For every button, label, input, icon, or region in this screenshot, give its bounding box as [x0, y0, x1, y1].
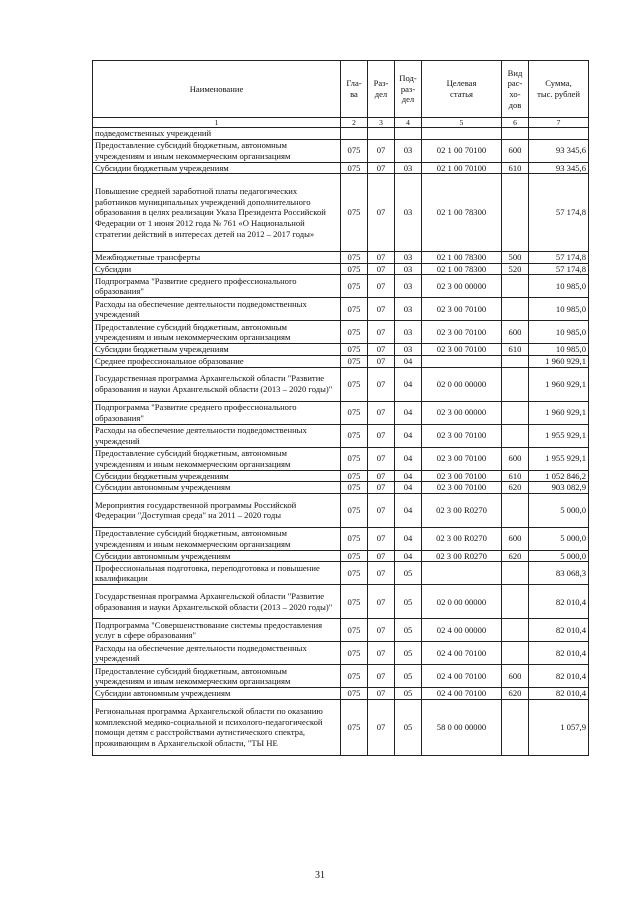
- table-row: [93, 619, 589, 642]
- row-glava: 075: [341, 321, 368, 344]
- row-razdel: 07: [368, 642, 395, 665]
- row-razdel: 07: [368, 367, 395, 401]
- row-name: Региональная программа Архангельской области по оказанию комплексной медико-социальной и психолого-педагогической помощи детям с расстройствами аутистического спектра, проживающим в Архангельской области, "ТЫ НЕ: [93, 699, 341, 755]
- row-razdel: 07: [368, 252, 395, 264]
- table-row: [93, 174, 589, 252]
- row-podrazdel: 05: [395, 642, 422, 665]
- row-amount: 5 000,0: [529, 493, 589, 527]
- row-target-article: 02 4 00 70100: [422, 665, 502, 688]
- table-row: [93, 447, 589, 470]
- table-row: [93, 550, 589, 562]
- row-expense-type: 620: [502, 688, 529, 700]
- row-amount: 5 000,0: [529, 550, 589, 562]
- row-podrazdel: 05: [395, 665, 422, 688]
- row-podrazdel: 03: [395, 344, 422, 356]
- row-target-article: [422, 562, 502, 585]
- row-name: Субсидии бюджетным учреждениям: [93, 344, 341, 356]
- page-number: 31: [315, 870, 325, 881]
- row-podrazdel: 03: [395, 275, 422, 298]
- table-row: [93, 527, 589, 550]
- row-target-article: 02 3 00 70100: [422, 424, 502, 447]
- row-glava: 075: [341, 493, 368, 527]
- row-amount: 1 960 929,1: [529, 401, 589, 424]
- row-expense-type: [502, 298, 529, 321]
- row-expense-type: [502, 619, 529, 642]
- row-expense-type: [502, 128, 529, 140]
- row-razdel: 07: [368, 174, 395, 252]
- row-target-article: 02 0 00 00000: [422, 367, 502, 401]
- row-expense-type: 620: [502, 550, 529, 562]
- row-target-article: 02 3 00 R0270: [422, 550, 502, 562]
- row-name: Расходы на обеспечение деятельности подведомственных учреждений: [93, 298, 341, 321]
- row-target-article: 02 3 00 70100: [422, 447, 502, 470]
- row-expense-type: 600: [502, 447, 529, 470]
- row-amount: 82 010,4: [529, 642, 589, 665]
- row-target-article: 02 1 00 78300: [422, 174, 502, 252]
- table-row: [93, 688, 589, 700]
- header-name: Наименование: [93, 61, 341, 118]
- row-amount: 10 985,0: [529, 298, 589, 321]
- row-expense-type: 610: [502, 470, 529, 482]
- row-podrazdel: 03: [395, 252, 422, 264]
- table-row: [93, 275, 589, 298]
- row-razdel: 07: [368, 585, 395, 619]
- column-number: 6: [502, 118, 529, 128]
- row-razdel: 07: [368, 344, 395, 356]
- row-razdel: 07: [368, 470, 395, 482]
- header-vid: Вид рас- хо- дов: [502, 61, 529, 118]
- table-row: [93, 470, 589, 482]
- row-podrazdel: 05: [395, 699, 422, 755]
- row-target-article: 02 1 00 70100: [422, 139, 502, 162]
- row-name: Межбюджетные трансферты: [93, 252, 341, 264]
- row-amount: 10 985,0: [529, 275, 589, 298]
- row-target-article: 02 3 00 70100: [422, 482, 502, 494]
- row-razdel: 07: [368, 447, 395, 470]
- table-row: [93, 585, 589, 619]
- row-name: подведомственных учреждений: [93, 128, 341, 140]
- row-amount: 903 082,9: [529, 482, 589, 494]
- row-name: Субсидии бюджетным учреждениям: [93, 470, 341, 482]
- table-row: [93, 642, 589, 665]
- table-row: [93, 699, 589, 755]
- row-glava: 075: [341, 585, 368, 619]
- row-razdel: 07: [368, 298, 395, 321]
- row-target-article: 02 3 00 70100: [422, 321, 502, 344]
- column-number: 1: [93, 118, 341, 128]
- row-target-article: 02 4 00 00000: [422, 619, 502, 642]
- row-amount: 10 985,0: [529, 321, 589, 344]
- table-row: [93, 298, 589, 321]
- table-row: [93, 562, 589, 585]
- row-glava: 075: [341, 424, 368, 447]
- row-amount: 82 010,4: [529, 619, 589, 642]
- row-razdel: 07: [368, 275, 395, 298]
- row-target-article: 58 0 00 00000: [422, 699, 502, 755]
- row-razdel: 07: [368, 139, 395, 162]
- row-amount: 57 174,8: [529, 174, 589, 252]
- table-row: [93, 424, 589, 447]
- row-target-article: [422, 355, 502, 367]
- budget-table: [92, 60, 589, 756]
- row-podrazdel: [395, 128, 422, 140]
- row-target-article: 02 1 00 78300: [422, 263, 502, 275]
- header-celevaya: Целевая статья: [422, 61, 502, 118]
- row-glava: 075: [341, 619, 368, 642]
- row-glava: 075: [341, 527, 368, 550]
- row-target-article: 02 0 00 00000: [422, 585, 502, 619]
- table-row: [93, 128, 589, 140]
- row-amount: 5 000,0: [529, 527, 589, 550]
- row-amount: 1 955 929,1: [529, 424, 589, 447]
- row-name: Подпрограмма "Развитие среднего профессионального образования": [93, 275, 341, 298]
- row-glava: 075: [341, 699, 368, 755]
- row-target-article: [422, 128, 502, 140]
- row-glava: 075: [341, 298, 368, 321]
- row-name: Повышение средней заработной платы педагогических работников муниципальных учреждений дополнительного образования в целях реализации Указа Президента Российской Федерации от 1 июня 2012 года № 761 «О Национальной стратегии действий в интересах детей на 2012 – 2017 годы»: [93, 174, 341, 252]
- row-amount: 82 010,4: [529, 585, 589, 619]
- row-razdel: 07: [368, 688, 395, 700]
- row-target-article: 02 4 00 70100: [422, 688, 502, 700]
- row-target-article: 02 3 00 70100: [422, 344, 502, 356]
- row-podrazdel: 04: [395, 447, 422, 470]
- column-number: 4: [395, 118, 422, 128]
- row-glava: 075: [341, 562, 368, 585]
- row-expense-type: 620: [502, 482, 529, 494]
- row-podrazdel: 05: [395, 585, 422, 619]
- header-summa: Сумма, тыс. рублей: [529, 61, 589, 118]
- row-razdel: 07: [368, 321, 395, 344]
- table-row: [93, 367, 589, 401]
- header-razdel: Раз- дел: [368, 61, 395, 118]
- row-expense-type: [502, 174, 529, 252]
- row-podrazdel: 03: [395, 174, 422, 252]
- row-razdel: 07: [368, 401, 395, 424]
- row-razdel: 07: [368, 562, 395, 585]
- table-row: [93, 355, 589, 367]
- row-expense-type: [502, 642, 529, 665]
- row-glava: 075: [341, 447, 368, 470]
- column-number-row: [93, 118, 589, 128]
- table-row: [93, 493, 589, 527]
- row-name: Субсидии автономным учреждениям: [93, 688, 341, 700]
- row-name: Мероприятия государственной программы Российской Федерации "Доступная среда" на 2011 – 2020 годы: [93, 493, 341, 527]
- row-expense-type: [502, 699, 529, 755]
- row-razdel: [368, 128, 395, 140]
- row-podrazdel: 03: [395, 321, 422, 344]
- row-razdel: 07: [368, 493, 395, 527]
- row-amount: 1 955 929,1: [529, 447, 589, 470]
- table-row: [93, 252, 589, 264]
- row-name: Субсидии бюджетным учреждениям: [93, 162, 341, 174]
- column-number: 3: [368, 118, 395, 128]
- row-expense-type: [502, 367, 529, 401]
- row-razdel: 07: [368, 550, 395, 562]
- row-expense-type: [502, 424, 529, 447]
- row-expense-type: [502, 275, 529, 298]
- row-target-article: 02 3 00 R0270: [422, 527, 502, 550]
- row-razdel: 07: [368, 355, 395, 367]
- row-podrazdel: 04: [395, 401, 422, 424]
- row-amount: 1 960 929,1: [529, 355, 589, 367]
- header-row: [93, 61, 589, 118]
- row-name: Подпрограмма "Совершенствование системы предоставления услуг в сфере образования": [93, 619, 341, 642]
- row-glava: 075: [341, 367, 368, 401]
- row-amount: 1 960 929,1: [529, 367, 589, 401]
- row-glava: 075: [341, 174, 368, 252]
- row-name: Предоставление субсидий бюджетным, автономным учреждениям и иным некоммерческим организациям: [93, 527, 341, 550]
- row-amount: 10 985,0: [529, 344, 589, 356]
- row-expense-type: 610: [502, 162, 529, 174]
- row-amount: 93 345,6: [529, 139, 589, 162]
- row-glava: 075: [341, 665, 368, 688]
- table-body: [93, 128, 589, 756]
- table-row: [93, 139, 589, 162]
- row-amount: 82 010,4: [529, 665, 589, 688]
- row-name: Предоставление субсидий бюджетным, автономным учреждениям и иным некоммерческим организациям: [93, 665, 341, 688]
- row-expense-type: 500: [502, 252, 529, 264]
- row-glava: 075: [341, 355, 368, 367]
- row-amount: 57 174,8: [529, 252, 589, 264]
- row-name: Профессиональная подготовка, переподготовка и повышение квалификации: [93, 562, 341, 585]
- row-glava: 075: [341, 252, 368, 264]
- row-razdel: 07: [368, 263, 395, 275]
- row-target-article: 02 4 00 70100: [422, 642, 502, 665]
- row-podrazdel: 04: [395, 470, 422, 482]
- row-glava: [341, 128, 368, 140]
- row-expense-type: 610: [502, 344, 529, 356]
- row-podrazdel: 04: [395, 550, 422, 562]
- row-amount: 83 068,3: [529, 562, 589, 585]
- table-row: [93, 263, 589, 275]
- row-expense-type: [502, 585, 529, 619]
- row-podrazdel: 05: [395, 688, 422, 700]
- row-razdel: 07: [368, 619, 395, 642]
- row-razdel: 07: [368, 699, 395, 755]
- row-amount: 1 057,9: [529, 699, 589, 755]
- row-expense-type: 600: [502, 527, 529, 550]
- row-target-article: 02 3 00 R0270: [422, 493, 502, 527]
- row-expense-type: [502, 401, 529, 424]
- row-name: Предоставление субсидий бюджетным, автономным учреждениям и иным некоммерческим организациям: [93, 139, 341, 162]
- row-podrazdel: 04: [395, 527, 422, 550]
- row-razdel: 07: [368, 424, 395, 447]
- row-glava: 075: [341, 470, 368, 482]
- row-name: Среднее профессиональное образование: [93, 355, 341, 367]
- row-glava: 075: [341, 139, 368, 162]
- row-amount: [529, 128, 589, 140]
- table-row: [93, 344, 589, 356]
- row-name: Субсидии: [93, 263, 341, 275]
- table-row: [93, 665, 589, 688]
- column-number: 5: [422, 118, 502, 128]
- row-expense-type: 600: [502, 321, 529, 344]
- row-glava: 075: [341, 275, 368, 298]
- row-name: Предоставление субсидий бюджетным, автономным учреждениям и иным некоммерческим организациям: [93, 321, 341, 344]
- row-name: Расходы на обеспечение деятельности подведомственных учреждений: [93, 424, 341, 447]
- table-row: [93, 162, 589, 174]
- row-podrazdel: 03: [395, 139, 422, 162]
- row-glava: 075: [341, 162, 368, 174]
- row-razdel: 07: [368, 527, 395, 550]
- row-target-article: 02 3 00 70100: [422, 470, 502, 482]
- row-target-article: 02 3 00 70100: [422, 298, 502, 321]
- row-name: Государственная программа Архангельской области "Развитие образования и науки Архангельской области (2013 – 2020 годы)": [93, 367, 341, 401]
- row-razdel: 07: [368, 482, 395, 494]
- row-name: Предоставление субсидий бюджетным, автономным учреждениям и иным некоммерческим организациям: [93, 447, 341, 470]
- row-podrazdel: 03: [395, 263, 422, 275]
- row-name: Государственная программа Архангельской области "Развитие образования и науки Архангельской области (2013 – 2020 годы)": [93, 585, 341, 619]
- row-target-article: 02 1 00 78300: [422, 252, 502, 264]
- row-amount: 82 010,4: [529, 688, 589, 700]
- row-expense-type: [502, 493, 529, 527]
- table-row: [93, 482, 589, 494]
- row-expense-type: [502, 562, 529, 585]
- row-glava: 075: [341, 688, 368, 700]
- row-podrazdel: 04: [395, 482, 422, 494]
- row-amount: 57 174,8: [529, 263, 589, 275]
- row-razdel: 07: [368, 162, 395, 174]
- row-glava: 075: [341, 642, 368, 665]
- row-podrazdel: 05: [395, 619, 422, 642]
- row-podrazdel: 05: [395, 562, 422, 585]
- header-glava: Гла- ва: [341, 61, 368, 118]
- row-target-article: 02 3 00 00000: [422, 401, 502, 424]
- table-row: [93, 321, 589, 344]
- row-name: Субсидии автономным учреждениям: [93, 482, 341, 494]
- row-razdel: 07: [368, 665, 395, 688]
- row-glava: 075: [341, 550, 368, 562]
- row-glava: 075: [341, 263, 368, 275]
- column-number: 7: [529, 118, 589, 128]
- row-expense-type: 520: [502, 263, 529, 275]
- row-name: Расходы на обеспечение деятельности подведомственных учреждений: [93, 642, 341, 665]
- row-podrazdel: 03: [395, 298, 422, 321]
- row-podrazdel: 04: [395, 493, 422, 527]
- column-number: 2: [341, 118, 368, 128]
- row-glava: 075: [341, 482, 368, 494]
- row-amount: 1 052 846,2: [529, 470, 589, 482]
- row-podrazdel: 04: [395, 367, 422, 401]
- header-podrazdel: Под- раз- дел: [395, 61, 422, 118]
- row-amount: 93 345,6: [529, 162, 589, 174]
- row-expense-type: [502, 355, 529, 367]
- row-target-article: 02 1 00 70100: [422, 162, 502, 174]
- row-podrazdel: 04: [395, 424, 422, 447]
- row-expense-type: 600: [502, 139, 529, 162]
- table-row: [93, 401, 589, 424]
- row-expense-type: 600: [502, 665, 529, 688]
- row-name: Подпрограмма "Развитие среднего профессионального образования": [93, 401, 341, 424]
- row-podrazdel: 04: [395, 355, 422, 367]
- row-podrazdel: 03: [395, 162, 422, 174]
- row-glava: 075: [341, 344, 368, 356]
- row-name: Субсидии автономным учреждениям: [93, 550, 341, 562]
- row-target-article: 02 3 00 00000: [422, 275, 502, 298]
- row-glava: 075: [341, 401, 368, 424]
